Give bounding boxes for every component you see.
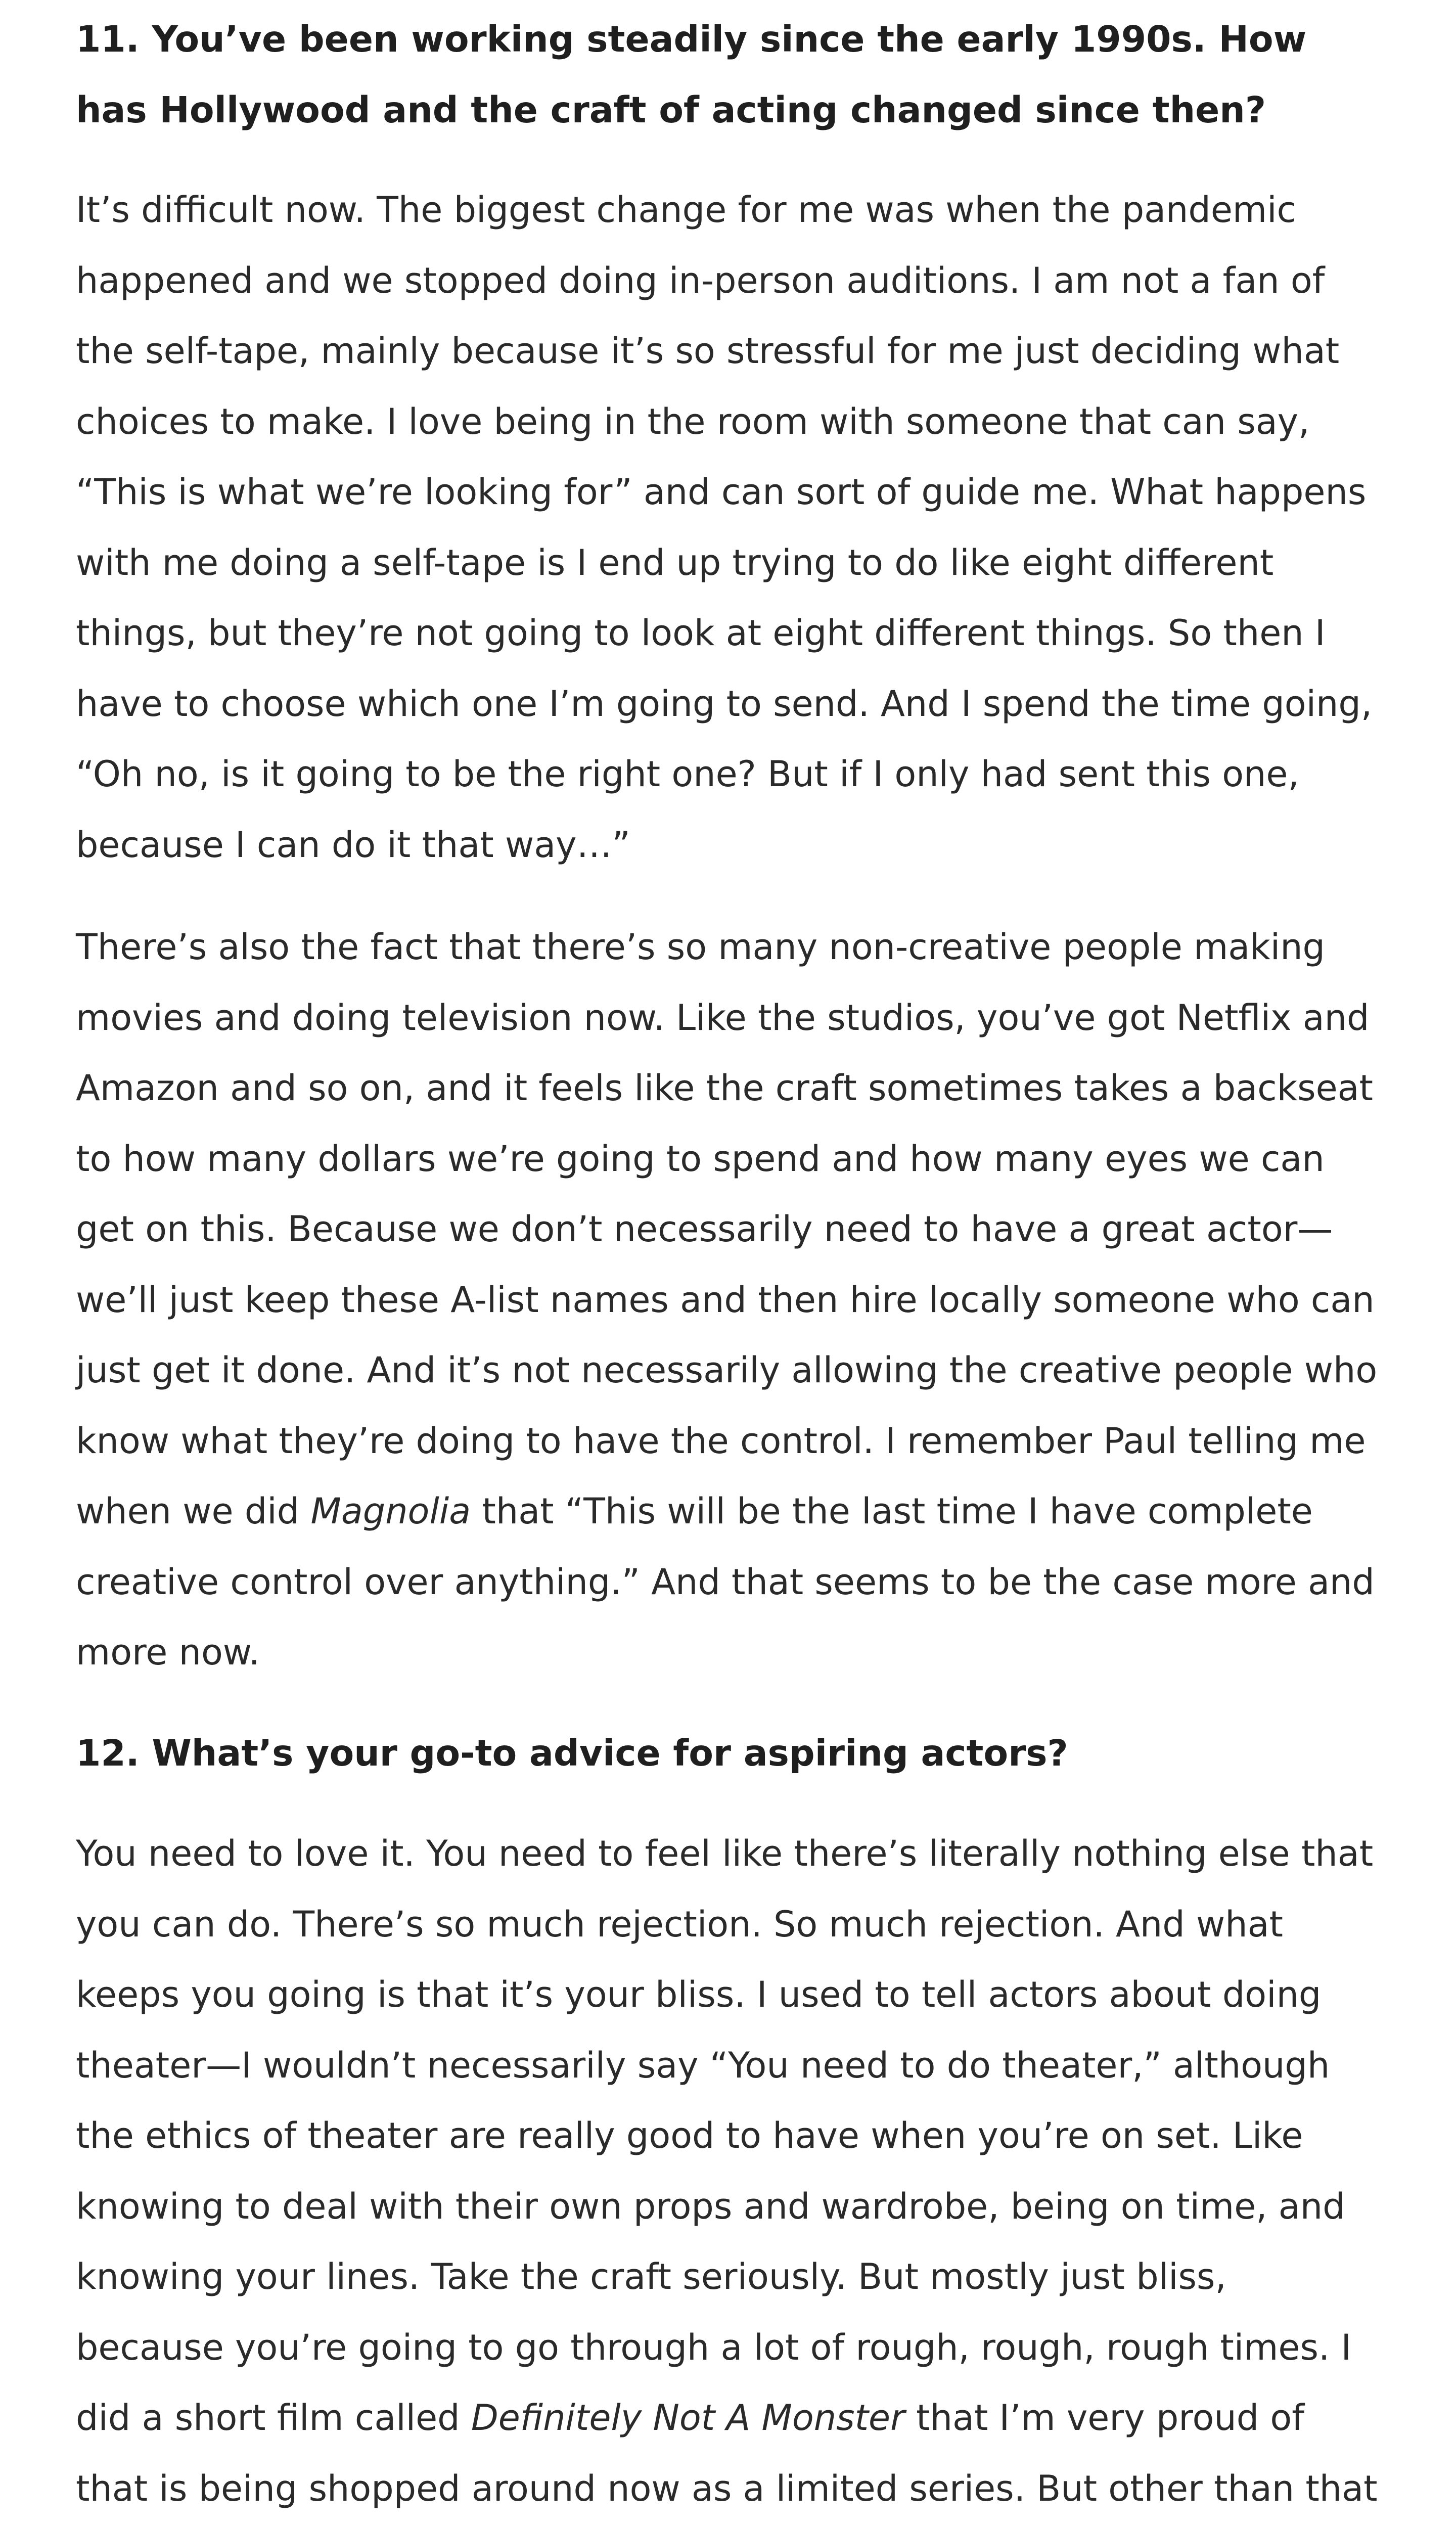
question-heading-12: 12. What’s your go-to advice for aspiring actors?	[76, 1732, 1068, 1774]
question-heading-11: 11. You’ve been working steadily since the early 1990s. How has Hollywood and the craft of acting changed since then?	[76, 18, 1307, 131]
answer-paragraph: It’s difficult now. The biggest change for me was when the pandemic happened and we stopped doing in-person auditions. I am not a fan of the self-tape, mainly because it’s so stressful for me just deciding what choices to make. I love being in the room with someone that can say, “This is what we’re looking for” and can sort of guide me. What happens with me doing a self-tape is I end up trying to do like eight different things, but they’re not going to look at eight different things. So then I have to choose which one I’m going to send. And I spend the time going, “Oh no, is it going to be the right one? But if I only had sent this one, because I can do it that way…”	[76, 189, 1373, 866]
paragraph-text: There’s also the fact that there’s so many non-creative people making movies and doing television now. Like the studios, you’ve got Netflix and Amazon and so on, and it feels like the craft sometimes takes a backseat to how many dollars we’re going to spend and how many eyes we can get on this. Because we don’t necessarily need to have a great actor—we’ll just keep these A-list names and then hire locally someone who can just get it done. And it’s not necessarily allowing the creative people who know what they’re doing to have the control. I remember Paul telling me when we did	[76, 926, 1378, 1532]
film-title-definitely-not-a-monster: Definitely Not A Monster	[471, 2397, 905, 2439]
answer-paragraph	[76, 912, 1380, 1688]
paragraph-text: You need to love it. You need to feel like there’s literally nothing else that you can do. There’s so much rejection. So much rejection. And what keeps you going is that it’s your bliss. I used to tell actors about doing theater—I wouldn’t necessarily say “You need to do theater,” although the ethics of theater are really good to have when you’re on set. Like knowing to deal with their own props and wardrobe, being on time, and knowing your lines. Take the craft seriously. But mostly just bliss, because you’re going to go through a lot of rough, rough, rough times. I did a short film called	[76, 1833, 1374, 2439]
paragraph-text: that I’m very proud of that is being shopped around now as a limited series. But other than that	[76, 2397, 1378, 2509]
film-title-magnolia: Magnolia	[310, 1491, 471, 1532]
paragraph-text: that “This will be the last time I have complete creative control over anything.” And that seems to be the case more and more now.	[76, 1491, 1375, 1673]
answer-paragraph	[76, 1819, 1380, 2528]
